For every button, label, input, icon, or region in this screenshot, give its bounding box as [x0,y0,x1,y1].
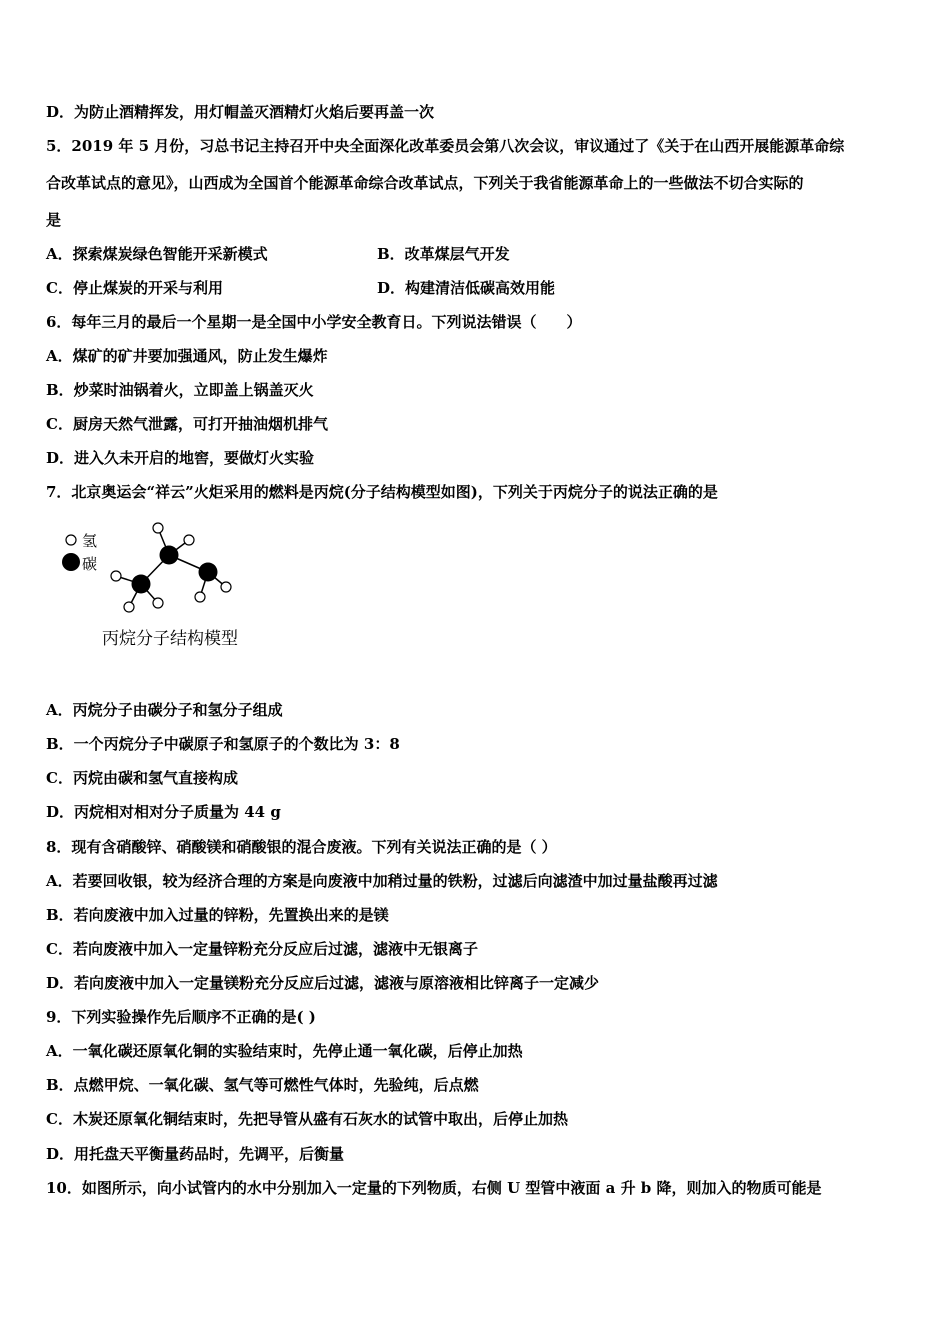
q5-stem-line1: 5．2019 年 5 月份，习总书记主持召开中央全面深化改革委员会第八次会议，审议通过了《关于在山西开展能源革命综 [46,137,845,155]
figure-caption: 丙烷分子结构模型 [102,629,238,649]
q6-option-c: C．厨房天然气泄露，可打开抽油烟机排气 [46,415,328,433]
q9-option-c: C．木炭还原氧化铜结束时，先把导管从盛有石灰水的试管中取出，后停止加热 [46,1110,568,1128]
q8-option-c: C．若向废液中加入一定量锌粉充分反应后过滤，滤液中无银离子 [46,940,478,958]
q8-option-b: B．若向废液中加入过量的锌粉，先置换出来的是镁 [46,906,389,924]
carbon-legend-icon [62,553,80,571]
legend-carbon-label: 碳 [82,555,98,573]
carbon-atoms [132,546,218,594]
q8-option-a: A．若要回收银，较为经济合理的方案是向废液中加稍过量的铁粉，过滤后向滤渣中加过量盐酸再过滤 [46,872,718,890]
q7-option-b: B．一个丙烷分子中碳原子和氢原子的个数比为 3：8 [46,735,400,753]
legend-hydrogen-label: 氢 [82,532,98,550]
q7-option-c: C．丙烷由碳和氢气直接构成 [46,769,238,787]
q9-option-d: D．用托盘天平衡量药品时，先调平，后衡量 [46,1145,345,1163]
q9-option-a: A．一氧化碳还原氧化铜的实验结束时，先停止通一氧化碳，后停止加热 [46,1042,523,1060]
q8-stem: 8．现有含硝酸锌、硝酸镁和硝酸银的混合废液。下列有关说法正确的是（ ） [46,838,557,856]
q5-stem-line3: 是 [46,211,62,229]
q9-stem: 9．下列实验操作先后顺序不正确的是( ) [46,1008,316,1026]
q4-option-d: D．为防止酒精挥发，用灯帽盖灭酒精灯火焰后要再盖一次 [46,103,435,121]
q5-option-c: C．停止煤炭的开采与利用 [46,279,223,297]
hydrogen-legend-icon [66,535,76,545]
q7-option-a: A．丙烷分子由碳分子和氢分子组成 [46,701,283,719]
q10-stem: 10．如图所示，向小试管内的水中分别加入一定量的下列物质，右侧 U 型管中液面 a 升 b 降，则加入的物质可能是 [46,1179,822,1197]
q7-option-d: D．丙烷相对相对分子质量为 44 g [46,803,281,821]
q5-option-a: A．探索煤炭绿色智能开采新模式 [46,245,268,263]
q5-stem-line2: 合改革试点的意见》，山西成为全国首个能源革命综合改革试点，下列关于我省能源革命上的一些做法不切合实际的 [46,174,804,192]
q7-stem: 7．北京奥运会“祥云”火炬采用的燃料是丙烷(分子结构模型如图)，下列关于丙烷分子的说法正确的是 [46,483,718,501]
q6-option-d: D．进入久未开启的地窖，要做灯火实验 [46,449,315,467]
q6-stem: 6．每年三月的最后一个星期一是全国中小学安全教育日。下列说法错误（ ） [46,313,582,331]
q8-option-d: D．若向废液中加入一定量镁粉充分反应后过滤，滤液与原溶液相比锌离子一定减少 [46,974,600,992]
q6-option-b: B．炒菜时油锅着火，立即盖上锅盖灭火 [46,381,314,399]
q5-option-d: D．构建清洁低碳高效用能 [377,279,556,297]
q6-option-a: A．煤矿的矿井要加强通风，防止发生爆炸 [46,347,328,365]
q5-option-b: B．改革煤层气开发 [377,245,510,263]
propane-molecule-figure [56,520,266,660]
q9-option-b: B．点燃甲烷、一氧化碳、氢气等可燃性气体时，先验纯，后点燃 [46,1076,479,1094]
